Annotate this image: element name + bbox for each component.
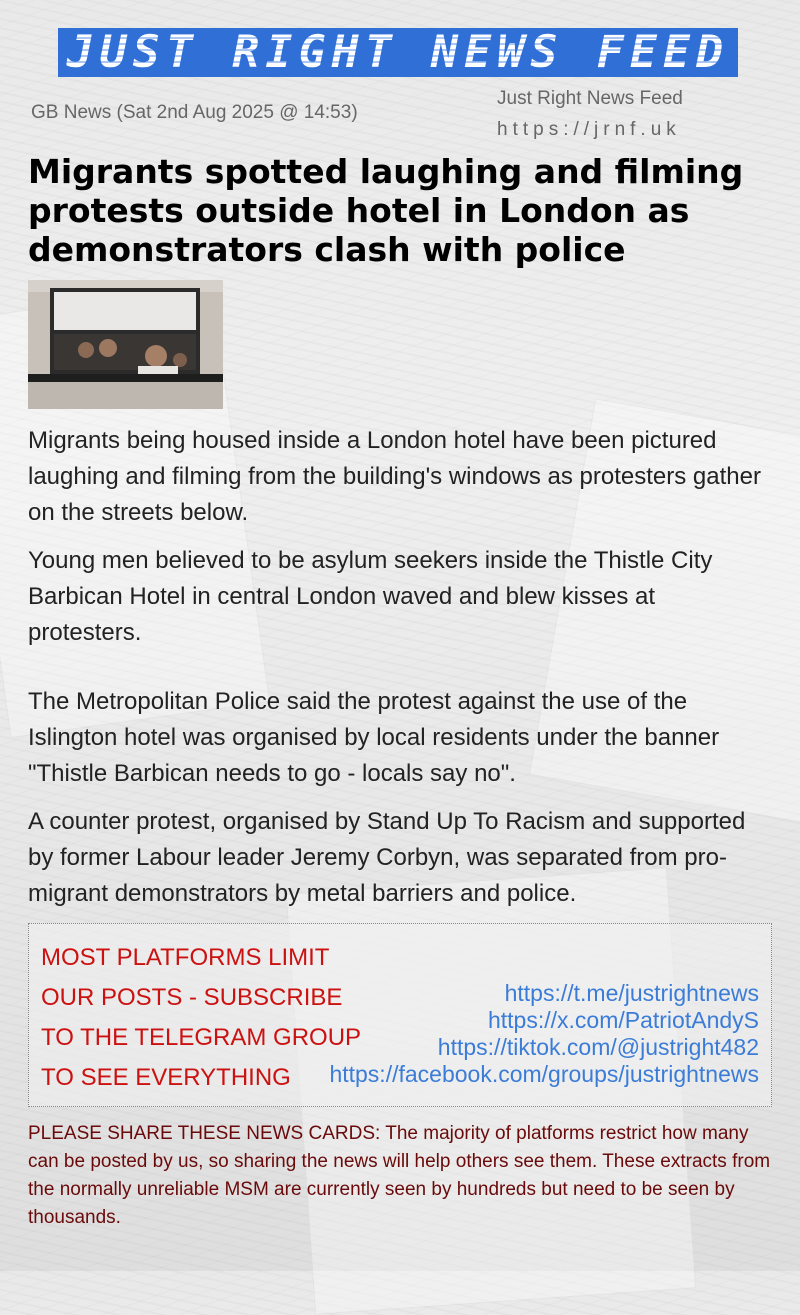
promo-line: OUR POSTS - SUBSCRIBE: [41, 984, 343, 1011]
promo-line: TO SEE EVERYTHING: [41, 1064, 291, 1091]
facebook-link[interactable]: https://facebook.com/groups/justrightnews: [329, 1061, 759, 1087]
article-photo: [28, 280, 223, 409]
social-links: [329, 980, 759, 1088]
source-line: GB News (Sat 2nd Aug 2025 @ 14:53): [31, 102, 358, 123]
site-banner: [58, 28, 738, 77]
x-link[interactable]: https://x.com/PatriotAndyS: [487, 1007, 759, 1033]
article-paragraph: A counter protest, organised by Stand Up To Racism and supported by former Labour leader Jeremy Corbyn, was separated from pro-migrant demonstrators by metal barriers and police.: [28, 808, 746, 907]
feed-url[interactable]: https://jrnf.uk: [497, 119, 681, 140]
promo-line: TO THE TELEGRAM GROUP: [41, 1024, 362, 1051]
telegram-link[interactable]: https://t.me/justrightnews: [504, 980, 759, 1006]
article-headline: Migrants spotted laughing and filming protests outside hotel in London as demonstrators clash with police: [28, 152, 744, 269]
share-note: PLEASE SHARE THESE NEWS CARDS: The majority of platforms restrict how many can be posted by us, so sharing the news will help others see them. These extracts from the normally unreliable MSM are currently seen by hundreds but need to be seen by thousands.: [28, 1123, 771, 1228]
article-paragraph: Migrants being housed inside a London hotel have been pictured laughing and filming from the building's windows as protesters gather on the streets below.: [28, 427, 761, 526]
promo-line: MOST PLATFORMS LIMIT: [41, 944, 330, 971]
article-body: [28, 423, 773, 924]
promo-message: [41, 938, 361, 1098]
article-paragraph: The Metropolitan Police said the protest against the use of the Islington hotel was organised by local residents under the banner "Thistle Barbican needs to go - locals say no".: [28, 688, 720, 787]
article-paragraph: Young men believed to be asylum seekers inside the Thistle City Barbican Hotel in central London waved and blew kisses at protesters.: [28, 547, 713, 646]
subscribe-promo-box: [28, 923, 772, 1107]
banner-title: JUST RIGHT NEWS FEED: [66, 28, 730, 77]
feed-name: Just Right News Feed: [497, 88, 683, 109]
tiktok-link[interactable]: https://tiktok.com/@justright482: [437, 1034, 759, 1060]
